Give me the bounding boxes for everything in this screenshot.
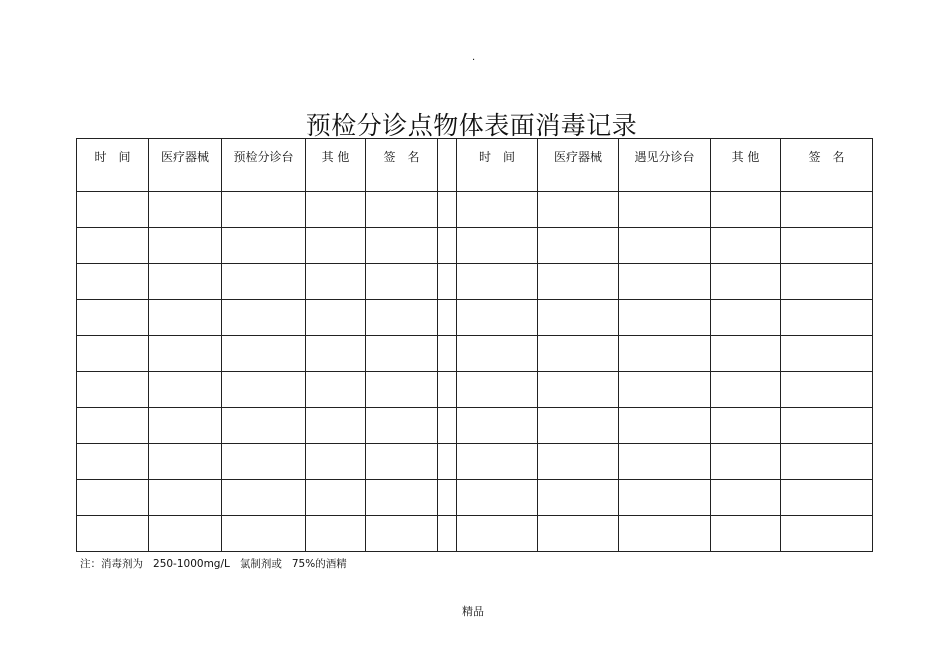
- record-cell[interactable]: [711, 228, 781, 264]
- gap-cell: [438, 372, 457, 408]
- header-cell-gap: [438, 139, 457, 192]
- record-cell[interactable]: [619, 228, 711, 264]
- record-cell[interactable]: [619, 408, 711, 444]
- table-row: [77, 408, 873, 444]
- record-cell[interactable]: [306, 444, 366, 480]
- record-cell[interactable]: [149, 192, 222, 228]
- record-cell[interactable]: [538, 192, 619, 228]
- record-cell[interactable]: [149, 264, 222, 300]
- record-cell[interactable]: [711, 336, 781, 372]
- record-cell[interactable]: [781, 228, 873, 264]
- record-cell[interactable]: [711, 300, 781, 336]
- gap-cell: [438, 480, 457, 516]
- record-cell[interactable]: [457, 228, 538, 264]
- record-cell[interactable]: [619, 444, 711, 480]
- header-cell-time-left: 时 间: [77, 139, 149, 192]
- record-cell[interactable]: [711, 192, 781, 228]
- record-cell[interactable]: [222, 264, 306, 300]
- table-row: [77, 516, 873, 552]
- record-cell[interactable]: [77, 516, 149, 552]
- table-row: [77, 372, 873, 408]
- record-cell[interactable]: [366, 192, 438, 228]
- record-cell[interactable]: [366, 300, 438, 336]
- record-cell[interactable]: [781, 192, 873, 228]
- record-cell[interactable]: [538, 516, 619, 552]
- record-cell[interactable]: [366, 372, 438, 408]
- gap-cell: [438, 444, 457, 480]
- record-cell[interactable]: [306, 336, 366, 372]
- gap-cell: [438, 264, 457, 300]
- record-cell[interactable]: [781, 336, 873, 372]
- record-cell[interactable]: [366, 444, 438, 480]
- record-cell[interactable]: [457, 192, 538, 228]
- record-cell[interactable]: [366, 336, 438, 372]
- document-title: 预检分诊点物体表面消毒记录: [305, 111, 638, 140]
- page-footer: 精品: [462, 605, 484, 618]
- header-cell-medical-devices-left: 医疗器械: [149, 139, 222, 192]
- record-cell[interactable]: [619, 516, 711, 552]
- record-cell[interactable]: [457, 444, 538, 480]
- header-cell-medical-devices-right: 医疗器械: [538, 139, 619, 192]
- record-cell[interactable]: [306, 264, 366, 300]
- record-cell[interactable]: [619, 264, 711, 300]
- record-cell[interactable]: [222, 480, 306, 516]
- gap-cell: [438, 228, 457, 264]
- header-cell-time-right: 时 间: [457, 139, 538, 192]
- record-cell[interactable]: [149, 516, 222, 552]
- record-cell[interactable]: [538, 300, 619, 336]
- record-cell[interactable]: [366, 516, 438, 552]
- record-cell[interactable]: [306, 372, 366, 408]
- disinfectant-note: 注：消毒剂为 250-1000mg/L 氯制剂或 75%的酒精: [80, 558, 347, 570]
- page-marker: .: [472, 52, 476, 63]
- record-cell[interactable]: [457, 480, 538, 516]
- record-cell[interactable]: [711, 516, 781, 552]
- record-cell[interactable]: [77, 336, 149, 372]
- record-cell[interactable]: [306, 480, 366, 516]
- header-cell-signature-right: 签 名: [781, 139, 873, 192]
- record-cell[interactable]: [538, 372, 619, 408]
- record-cell[interactable]: [538, 480, 619, 516]
- record-cell[interactable]: [77, 408, 149, 444]
- record-cell[interactable]: [457, 516, 538, 552]
- table-header-row: [77, 139, 873, 192]
- record-cell[interactable]: [77, 372, 149, 408]
- table-row: [77, 336, 873, 372]
- record-cell[interactable]: [222, 336, 306, 372]
- record-cell[interactable]: [457, 408, 538, 444]
- gap-cell: [438, 516, 457, 552]
- record-cell[interactable]: [149, 372, 222, 408]
- record-cell[interactable]: [77, 300, 149, 336]
- record-cell[interactable]: [149, 300, 222, 336]
- record-cell[interactable]: [619, 300, 711, 336]
- table-row: [77, 228, 873, 264]
- table-row: [77, 480, 873, 516]
- record-cell[interactable]: [366, 264, 438, 300]
- record-cell[interactable]: [77, 228, 149, 264]
- table-row: [77, 264, 873, 300]
- record-cell[interactable]: [538, 228, 619, 264]
- record-cell[interactable]: [619, 336, 711, 372]
- record-cell[interactable]: [781, 264, 873, 300]
- record-cell[interactable]: [222, 192, 306, 228]
- record-cell[interactable]: [306, 408, 366, 444]
- table-row: [77, 300, 873, 336]
- record-cell[interactable]: [149, 228, 222, 264]
- record-cell[interactable]: [77, 444, 149, 480]
- table-row: [77, 192, 873, 228]
- record-cell[interactable]: [781, 444, 873, 480]
- record-cell[interactable]: [366, 408, 438, 444]
- record-cell[interactable]: [222, 444, 306, 480]
- record-cell[interactable]: [149, 480, 222, 516]
- table-row: [77, 444, 873, 480]
- header-cell-other-left: 其 他: [306, 139, 366, 192]
- record-cell[interactable]: [538, 264, 619, 300]
- record-cell[interactable]: [77, 264, 149, 300]
- record-cell[interactable]: [77, 480, 149, 516]
- record-cell[interactable]: [711, 480, 781, 516]
- record-cell[interactable]: [149, 408, 222, 444]
- record-cell[interactable]: [781, 408, 873, 444]
- gap-cell: [438, 408, 457, 444]
- record-cell[interactable]: [366, 228, 438, 264]
- record-cell[interactable]: [222, 372, 306, 408]
- record-cell[interactable]: [619, 192, 711, 228]
- record-cell[interactable]: [149, 444, 222, 480]
- record-cell[interactable]: [222, 228, 306, 264]
- disinfection-record-table: [76, 138, 873, 552]
- record-cell[interactable]: [711, 444, 781, 480]
- record-cell[interactable]: [781, 300, 873, 336]
- record-cell[interactable]: [781, 372, 873, 408]
- header-cell-other-right: 其 他: [711, 139, 781, 192]
- record-cell[interactable]: [781, 480, 873, 516]
- gap-cell: [438, 336, 457, 372]
- header-cell-signature-left: 签 名: [366, 139, 438, 192]
- record-cell[interactable]: [457, 300, 538, 336]
- header-cell-triage-desk-left: 预检分诊台: [222, 139, 306, 192]
- record-cell[interactable]: [366, 480, 438, 516]
- gap-cell: [438, 300, 457, 336]
- record-cell[interactable]: [149, 336, 222, 372]
- record-cell[interactable]: [306, 228, 366, 264]
- record-cell[interactable]: [222, 408, 306, 444]
- record-cell[interactable]: [457, 264, 538, 300]
- record-cell[interactable]: [77, 192, 149, 228]
- record-cell[interactable]: [222, 516, 306, 552]
- record-cell[interactable]: [711, 408, 781, 444]
- gap-cell: [438, 192, 457, 228]
- record-cell[interactable]: [538, 444, 619, 480]
- record-cell[interactable]: [781, 516, 873, 552]
- record-cell[interactable]: [222, 300, 306, 336]
- record-cell[interactable]: [619, 480, 711, 516]
- record-cell[interactable]: [619, 372, 711, 408]
- record-cell[interactable]: [306, 192, 366, 228]
- record-cell[interactable]: [711, 264, 781, 300]
- record-cell[interactable]: [457, 336, 538, 372]
- record-cell[interactable]: [538, 336, 619, 372]
- header-cell-triage-desk-right: 遇见分诊台: [619, 139, 711, 192]
- record-cell[interactable]: [306, 516, 366, 552]
- record-cell[interactable]: [306, 300, 366, 336]
- record-cell[interactable]: [457, 372, 538, 408]
- record-cell[interactable]: [711, 372, 781, 408]
- record-cell[interactable]: [538, 408, 619, 444]
